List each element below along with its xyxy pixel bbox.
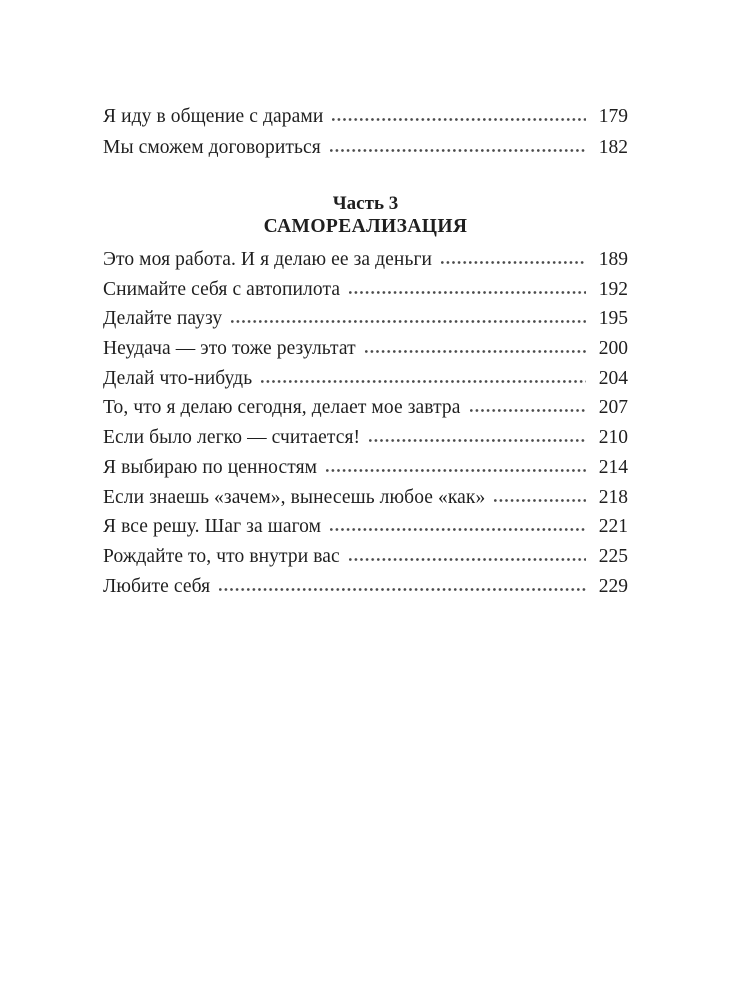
dot-leader [369, 439, 586, 442]
toc-entry-page-number: 179 [598, 106, 628, 127]
part-title: САМОРЕАЛИЗАЦИЯ [263, 216, 468, 237]
toc-entry-title: Мы сможем договориться [103, 137, 321, 158]
dot-leader [261, 380, 586, 383]
toc-entry [103, 427, 628, 457]
dot-leader [494, 499, 586, 502]
toc-entry [103, 576, 628, 606]
toc-entry-page-number: 210 [598, 427, 628, 449]
dot-leader [219, 588, 586, 591]
toc-entry [103, 137, 628, 168]
dot-leader [349, 291, 586, 294]
toc-entry [103, 368, 628, 398]
part-number-label: Часть 3 [332, 193, 399, 214]
toc-entry-title: Делай что-нибудь [103, 367, 253, 389]
toc-entry-page-number: 214 [598, 456, 628, 478]
toc-previous-part-entries [103, 106, 628, 168]
toc-entry [103, 397, 628, 427]
dot-leader [441, 261, 586, 264]
toc-entry [103, 516, 628, 546]
toc-entry-title: Рождайте то, что внутри вас [103, 545, 340, 567]
toc-entry-page-number: 182 [598, 137, 628, 158]
toc-entry [103, 457, 628, 487]
toc-entry-title: Если было легко — считается! [103, 427, 361, 449]
toc-entry-page-number: 200 [598, 338, 628, 360]
dot-leader [332, 118, 586, 121]
dot-leader [349, 558, 586, 561]
toc-entry [103, 487, 628, 517]
toc-entry-title: Я выбираю по ценностям [103, 456, 318, 478]
toc-entry-page-number: 189 [598, 249, 628, 270]
dot-leader [330, 149, 586, 152]
part-header [103, 192, 628, 238]
toc-entry-page-number: 192 [598, 278, 628, 300]
toc-entry-page-number: 225 [598, 545, 628, 567]
toc-entry-title: Неудача — это тоже результат [103, 338, 356, 360]
toc-entry [103, 106, 628, 137]
toc-entry-page-number: 195 [598, 308, 628, 330]
toc-entry-title: Делайте паузу [103, 308, 223, 330]
dot-leader [231, 320, 586, 323]
toc-part-entries [103, 249, 628, 605]
toc-entry [103, 308, 628, 338]
toc-entry-page-number: 218 [598, 486, 628, 508]
toc-entry-title: Это моя работа. И я делаю ее за деньги [103, 249, 433, 270]
dot-leader [365, 350, 586, 353]
dot-leader [326, 469, 586, 472]
toc-entry [103, 338, 628, 368]
toc-entry-title: Я иду в общение с дарами [103, 106, 324, 127]
toc-entry-title: Снимайте себя с автопилота [103, 278, 341, 300]
toc-entry-page-number: 204 [598, 367, 628, 389]
toc-entry-title: Любите себя [103, 575, 211, 597]
toc-entry [103, 546, 628, 576]
toc-entry-title: Если знаешь «зачем», вынесешь любое «как» [103, 486, 486, 508]
toc-entry [103, 249, 628, 279]
toc-entry-page-number: 207 [598, 397, 628, 419]
table-of-contents [103, 106, 628, 605]
toc-entry-page-number: 221 [598, 516, 628, 538]
dot-leader [470, 409, 586, 412]
toc-entry-title: То, что я делаю сегодня, делает мое завтра [103, 397, 461, 419]
toc-entry-page-number: 229 [598, 575, 628, 597]
toc-entry [103, 279, 628, 309]
dot-leader [330, 528, 586, 531]
toc-entry-title: Я все решу. Шаг за шагом [103, 516, 322, 538]
